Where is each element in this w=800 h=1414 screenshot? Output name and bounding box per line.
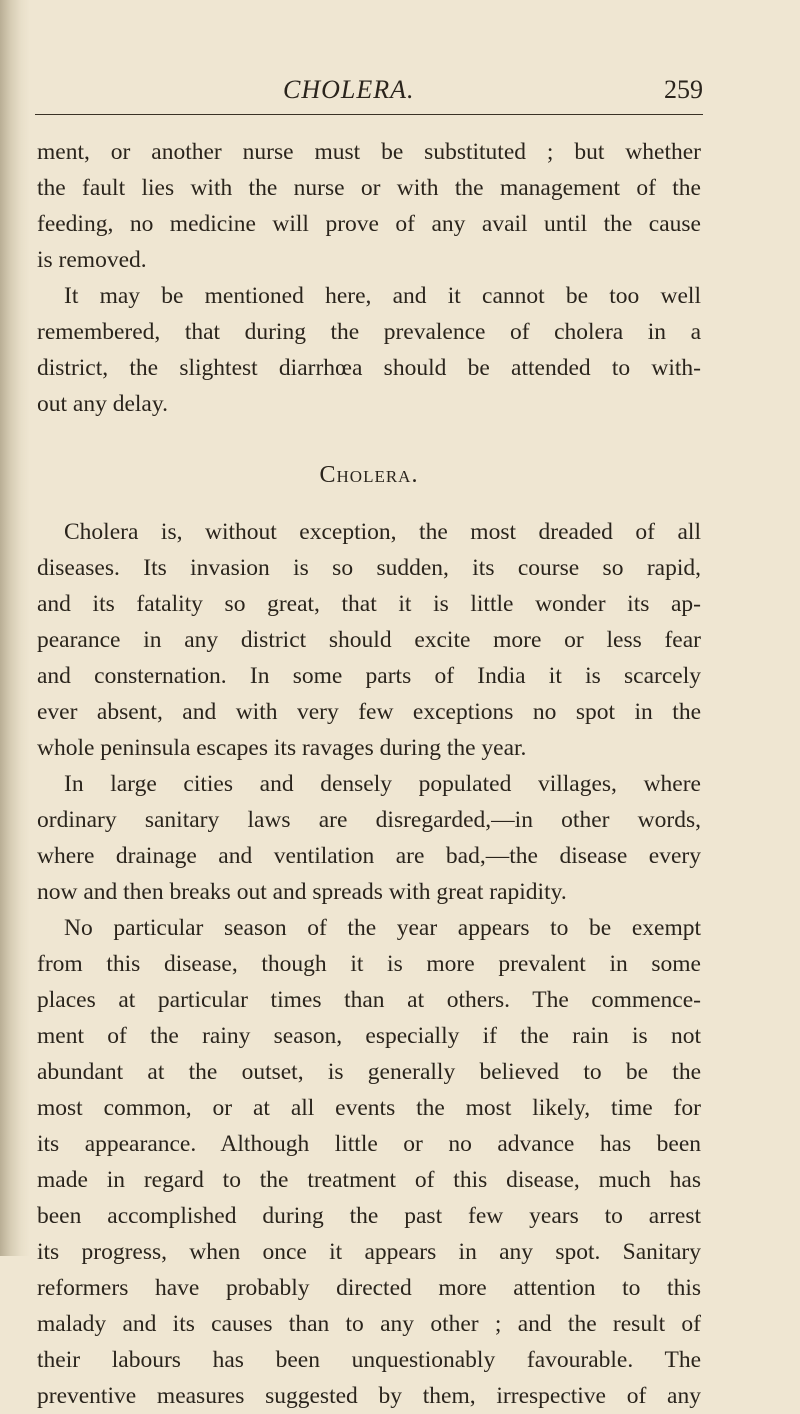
text-line: and its fatality so great, that it is little wonder its ap-: [37, 591, 701, 617]
text-line: its progress, when once it appears in any spot. Sanitary: [37, 1239, 701, 1265]
text-line: ordinary sanitary laws are disregarded,—in other words,: [37, 807, 701, 833]
running-head: [35, 74, 703, 115]
text-line: whole peninsula escapes its ravages during the year.: [37, 735, 527, 761]
text-line: feeding, no medicine will prove of any avail until the cause: [37, 211, 701, 237]
text-line: ever absent, and with very few exceptions no spot in the: [37, 699, 701, 725]
text-line: and consternation. In some parts of India it is scarcely: [37, 663, 701, 689]
text-line: their labours has been unquestionably favourable. The: [37, 1347, 701, 1373]
paragraph: [37, 514, 701, 766]
text-line: now and then breaks out and spreads with great rapidity.: [37, 879, 567, 905]
paragraph: [37, 278, 701, 422]
paragraph: [37, 766, 701, 910]
text-line: been accomplished during the past few years to arrest: [37, 1203, 701, 1229]
text-line: pearance in any district should excite more or less fear: [37, 627, 701, 653]
text-line: Cholera is, without exception, the most dreaded of all: [64, 519, 701, 545]
section-heading: Cholera.: [319, 462, 419, 488]
text-line: preventive measures suggested by them, irrespective of any: [37, 1383, 701, 1409]
text-line: No particular season of the year appears to be exempt: [64, 915, 701, 941]
text-line: district, the slightest diarrhœa should be attended to with-: [37, 355, 701, 381]
text-line: malady and its causes than to any other ; and the result of: [37, 1311, 701, 1337]
text-line: its appearance. Although little or no advance has been: [37, 1131, 701, 1157]
page-number: 259: [664, 75, 703, 104]
text-line: abundant at the outset, is generally believed to be the: [37, 1059, 701, 1085]
text-line: from this disease, though it is more prevalent in some: [37, 951, 701, 977]
text-line: places at particular times than at others. The commence-: [37, 987, 701, 1013]
text-line: diseases. Its invasion is so sudden, its course so rapid,: [37, 555, 701, 581]
text-line: the fault lies with the nurse or with the management of the: [37, 175, 701, 201]
text-line: made in regard to the treatment of this disease, much has: [37, 1167, 701, 1193]
text-line: It may be mentioned here, and it cannot be too well: [64, 283, 701, 309]
body-text: [37, 134, 701, 1414]
text-line: ment, or another nurse must be substituted ; but whether: [37, 139, 701, 165]
text-line: most common, or at all events the most likely, time for: [37, 1095, 701, 1121]
text-line: In large cities and densely populated villages, where: [64, 771, 701, 797]
text-line: is removed.: [37, 247, 147, 273]
paragraph-continued: [37, 134, 701, 278]
running-title: CHOLERA.: [283, 75, 415, 104]
text-line: reformers have probably directed more attention to this: [37, 1275, 701, 1301]
text-line: remembered, that during the prevalence of cholera in a: [37, 319, 701, 345]
text-line: where drainage and ventilation are bad,—the disease every: [37, 843, 701, 869]
paragraph: [37, 910, 701, 1414]
text-line: out any delay.: [37, 391, 168, 417]
text-line: ment of the rainy season, especially if the rain is not: [37, 1023, 701, 1049]
